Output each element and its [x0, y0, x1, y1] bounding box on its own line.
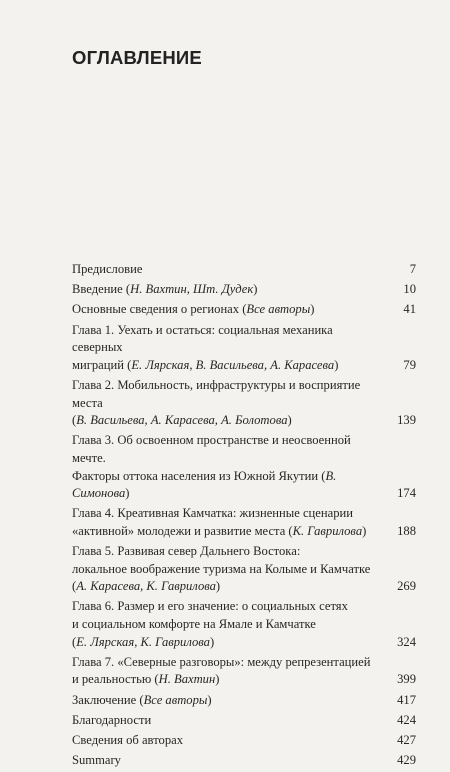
toc-entry-title-line: Глава 5. Развивая север Дальнего Востока:: [72, 544, 301, 559]
toc-entry-authors: Е. Лярская, В. Васильева, А. Карасева: [131, 357, 335, 372]
toc-entry-title: [72, 543, 382, 596]
toc-entry: [72, 301, 416, 319]
toc-entry-paren: ): [362, 523, 367, 538]
toc-entry: [72, 752, 416, 770]
toc-entry-paren: ): [253, 282, 258, 297]
toc-entry: [72, 712, 416, 730]
toc-entry-authors: Все авторы: [143, 692, 208, 707]
toc-entry-title-line: Введение (: [72, 282, 131, 297]
toc-entry: [72, 654, 416, 689]
toc-page-number: 424: [397, 712, 416, 727]
toc-page-number: 427: [397, 732, 416, 747]
toc-entry: [72, 732, 416, 750]
toc-page-number: 79: [403, 357, 416, 372]
toc-entry-title-line: Глава 6. Размер и его значение: о социальных сетях: [72, 599, 348, 614]
table-of-contents: [72, 261, 416, 772]
toc-page-number: 10: [403, 282, 416, 297]
toc-entry-title: [72, 654, 382, 689]
toc-page-number: 429: [397, 753, 416, 768]
toc-entry-title: [72, 377, 382, 430]
toc-entry-title-line: Сведения об авторах: [72, 732, 184, 747]
toc-entry-title-line: и социальном комфорте на Ямале и Камчатке: [72, 617, 316, 632]
toc-entry-title-line: (: [72, 579, 77, 594]
toc-entry-title-line: (: [72, 413, 77, 428]
toc-entry-paren: ): [215, 579, 221, 594]
toc-entry-title-line: Заключение (: [72, 692, 144, 707]
toc-entry-authors: Н. Вахтин: [158, 672, 216, 687]
toc-entry-title-line: (: [72, 634, 77, 649]
toc-entry: [72, 432, 416, 502]
toc-entry-authors: Е. Лярская, К. Гаврилова: [76, 634, 210, 649]
toc-entry: [72, 692, 416, 710]
toc-entry-title: [72, 732, 382, 750]
toc-entry-title-line: «активной» молодежи и развитие места (: [72, 523, 293, 538]
toc-page-number: 41: [403, 302, 416, 317]
toc-entry: [72, 505, 416, 540]
toc-page-number: 7: [409, 262, 416, 276]
toc-entry-title-line: локальное воображение туризма на Колыме и Камчатке: [72, 561, 371, 576]
page-title: ОГЛАВЛЕНИЕ: [72, 47, 202, 68]
toc-entry-title-line: и реальностью (: [72, 672, 159, 687]
toc-entry-paren: ): [207, 692, 212, 707]
toc-entry-title: [72, 712, 382, 730]
toc-entry-title: [72, 752, 382, 770]
toc-entry-title: [72, 301, 382, 319]
toc-entry: [72, 261, 416, 279]
toc-entry-authors: В. Симонова: [72, 468, 337, 501]
toc-entry-title-line: Глава 1. Уехать и остаться: социальная механика северных: [72, 322, 333, 355]
toc-entry-paren: ): [287, 413, 292, 428]
toc-entry-title: [72, 281, 382, 299]
toc-entry-title-line: Глава 4. Креативная Камчатка: жизненные сценарии: [72, 506, 353, 521]
toc-entry: [72, 598, 416, 651]
toc-entry-paren: ): [310, 302, 315, 317]
toc-entry-title-line: Summary: [72, 753, 121, 768]
toc-entry-title: [72, 322, 382, 375]
toc-page-number: 269: [397, 579, 416, 594]
toc-entry-paren: ): [125, 486, 130, 501]
toc-entry-title-line: Основные сведения о регионах (: [72, 302, 247, 317]
toc-entry-authors: А. Карасева, К. Гаврилова: [76, 579, 216, 594]
toc-entry: [72, 543, 416, 596]
toc-entry-paren: ): [334, 357, 339, 372]
toc-entry: [72, 377, 416, 430]
toc-entry-title-line: Глава 2. Мобильность, инфраструктуры и восприятие места: [72, 377, 361, 410]
toc-entry-title-line: Благодарности: [72, 712, 152, 727]
toc-page-number: 417: [397, 692, 416, 707]
toc-entry-title-line: миграций (: [72, 357, 132, 372]
toc-entry-title: [72, 505, 382, 540]
toc-page-number: 174: [397, 486, 416, 501]
toc-entry-title: [72, 598, 382, 651]
toc-entry-title-line: Глава 3. Об освоенном пространстве и неосвоенной мечте.: [72, 433, 351, 465]
toc-entry-paren: ): [209, 634, 215, 649]
toc-entry-title-line: Предисловие: [72, 262, 143, 276]
toc-entry: [72, 322, 416, 375]
toc-page-number: 139: [397, 413, 416, 428]
toc-entry-title: [72, 692, 382, 710]
toc-entry-title-line: Глава 7. «Северные разговоры»: между репрезентацией: [72, 654, 371, 669]
toc-page-number: 188: [397, 523, 416, 538]
toc-entry-authors: В. Васильева, А. Карасева, А. Болотова: [76, 413, 288, 428]
toc-entry-title-line: Факторы оттока населения из Южной Якутии (: [72, 468, 326, 483]
toc-entry: [72, 281, 416, 299]
toc-entry-title: [72, 261, 382, 279]
toc-entry-authors: Все авторы: [246, 302, 311, 317]
toc-page-number: 399: [397, 672, 416, 687]
toc-entry-authors: К. Гаврилова: [292, 523, 363, 538]
toc-entry-paren: ): [215, 672, 220, 687]
toc-entry-authors: Н. Вахтин, Шт. Дудек: [130, 282, 254, 297]
toc-entry-title: [72, 432, 382, 502]
toc-page-number: 324: [397, 634, 416, 649]
